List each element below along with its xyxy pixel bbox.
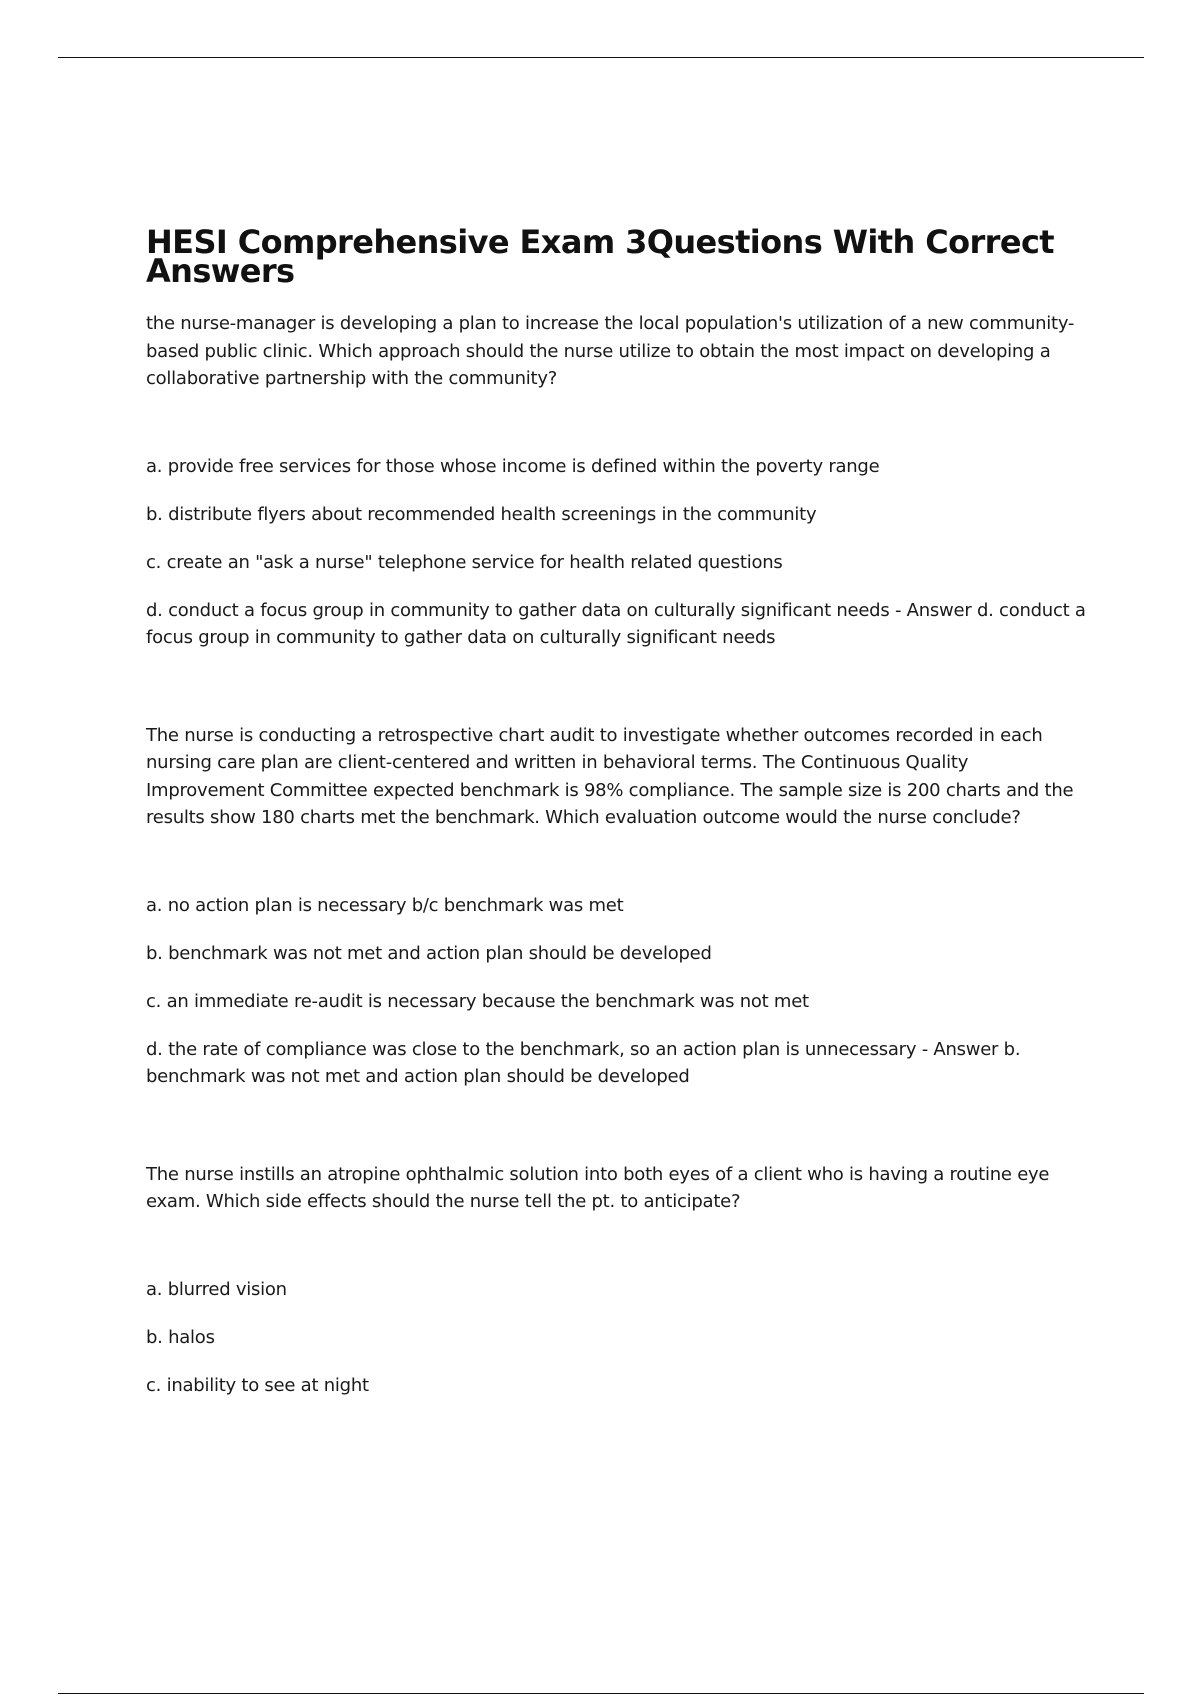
answer-option-d: d. conduct a focus group in community to gather data on culturally significant needs - Answer d. conduct a focus group in community to gather data on culturally significant needs <box>146 599 1086 648</box>
answer-option-a: a. provide free services for those whose income is defined within the poverty range <box>146 455 880 477</box>
answer-options <box>146 453 1086 652</box>
answer-option-c: c. create an "ask a nurse" telephone service for health related questions <box>146 551 783 573</box>
answer-option-c: c. inability to see at night <box>146 1374 369 1396</box>
answer-options <box>146 892 1086 1091</box>
answer-option-b: b. halos <box>146 1326 215 1348</box>
question-prompt: The nurse instills an atropine ophthalmic solution into both eyes of a client who is having a routine eye exam. Which side effects should the nurse tell the pt. to anticipate? <box>146 1163 1050 1212</box>
document-body <box>146 223 1086 1399</box>
answer-options <box>146 1276 1086 1400</box>
question-prompt: the nurse-manager is developing a plan to increase the local population's utilization of a new community-based public clinic. Which approach should the nurse utilize to obtain the most impact on developing a collaborative partnership with the community? <box>146 313 1075 389</box>
answer-option-a: a. blurred vision <box>146 1278 287 1300</box>
answer-option-a: a. no action plan is necessary b/c benchmark was met <box>146 894 624 916</box>
answer-option-c: c. an immediate re-audit is necessary because the benchmark was not met <box>146 990 809 1012</box>
question-block-2 <box>146 722 1086 1091</box>
answer-option-b: b. benchmark was not met and action plan should be developed <box>146 942 712 964</box>
answer-option-b: b. distribute flyers about recommended health screenings in the community <box>146 503 817 525</box>
document-title: HESI Comprehensive Exam 3Questions With Correct Answers <box>146 223 1055 290</box>
page-top-rule <box>58 57 1144 58</box>
question-block-3 <box>146 1161 1086 1400</box>
question-prompt: The nurse is conducting a retrospective chart audit to investigate whether outcomes recorded in each nursing care plan are client-centered and written in behavioral terms. The Continuous Quality Improvement Committee expected benchmark is 98% compliance. The sample size is 200 charts and the results show 180 charts met the benchmark. Which evaluation outcome would the nurse conclude? <box>146 724 1074 828</box>
answer-option-d: d. the rate of compliance was close to the benchmark, so an action plan is unnecessary - Answer b. benchmark was not met and action plan should be developed <box>146 1038 1021 1087</box>
page-bottom-rule <box>58 1693 1144 1694</box>
question-block-1 <box>146 310 1086 652</box>
